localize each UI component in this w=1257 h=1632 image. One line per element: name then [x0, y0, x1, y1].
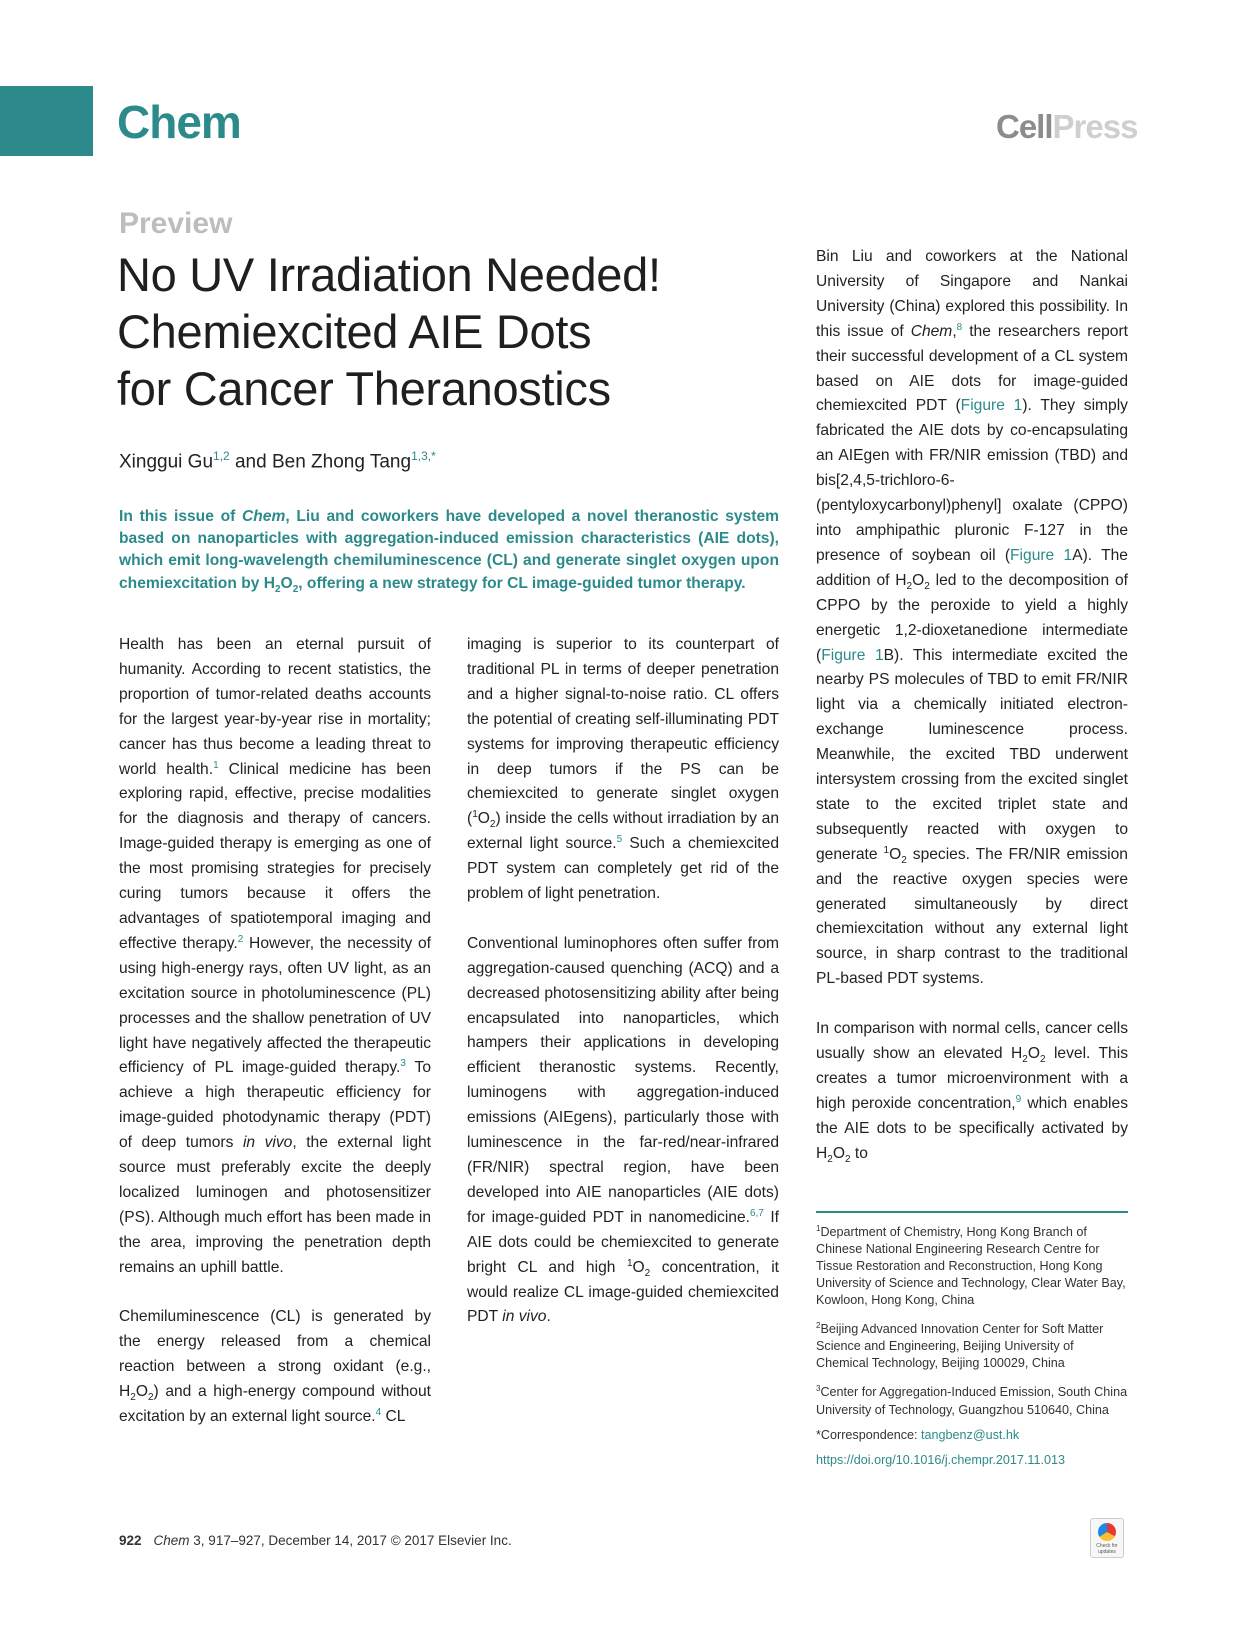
- body-text: However, the necessity of using high-energy rays, often UV light, as an excitation source in photoluminescence (PL) processes and the shallow penetration of UV light have negatively affected the therapeutic efficiency of PL image-guided therapy.: [119, 934, 431, 1077]
- abstract-text: O: [280, 574, 293, 592]
- affiliation-text: Department of Chemistry, Hong Kong Branch of Chinese National Engineering Research Centre for Tissue Restoration and Reconstruction, Hong Kong University of Science and Technology, Clear Water Bay, Kowloon, Hong Kong, China: [816, 1225, 1126, 1308]
- subscript: 2: [292, 583, 299, 595]
- subscript: 2: [644, 1267, 651, 1279]
- body-text: the researchers report their successful development of a CL system based on AIE dots for image-guided chemiexcited PDT (: [816, 322, 1128, 415]
- body-column-2: [467, 633, 779, 1355]
- body-text: CL: [381, 1408, 406, 1426]
- author-2-affiliation[interactable]: 1,3,*: [411, 449, 436, 463]
- body-text: level. This creates a tumor microenvironment with a high peroxide concentration,: [816, 1044, 1128, 1112]
- subscript: 2: [489, 819, 496, 831]
- author-conjunction: and: [234, 451, 267, 473]
- reference-link[interactable]: 1: [213, 759, 219, 771]
- abstract-text: , Liu and coworkers have developed a novel theranostic system based on nanoparticles with aggregation-induced emission characteristics (AIE dots), which emit long-wavelength chemiluminescence (CL) and generate singlet oxygen upon chemiexcitation by H: [119, 508, 779, 592]
- body-text: O: [1027, 1044, 1040, 1062]
- reference-link[interactable]: 8: [956, 321, 963, 333]
- body-text: O: [912, 571, 925, 589]
- abstract-text: , offering a new strategy for CL image-guided tumor therapy.: [298, 574, 746, 592]
- paragraph-intro: [119, 633, 431, 1281]
- body-text: O: [632, 1258, 645, 1276]
- body-text: Clinical medicine has been exploring rapid, effective, precise modalities for the diagnosis and therapy of cancers. Image-guided therapy is emerging as one of the most promising strategies for precisely curing tumors because it offers the advantages of spatiotemporal imaging and effective therapy.: [119, 760, 432, 952]
- body-text: ). They simply fabricated the AIE dots by co-encapsulating an AIEgen with FR/NIR emission (TBD) and bis[2,4,5-trichloro-6-(pentyloxycarbonyl)phenyl] oxalate (CPPO) into amphipathic pluronic F-127 in the presence of soybean oil (: [816, 397, 1128, 564]
- figure-link[interactable]: Figure 1: [1010, 546, 1073, 564]
- article-title: [117, 246, 757, 417]
- check-for-updates-label: Check for updates: [1096, 1543, 1118, 1555]
- body-text: inside the cells without irradiation by an external light source.: [467, 810, 779, 853]
- body-text: a chemiexcited PDT system can completely get rid of the problem of light penetration.: [467, 835, 779, 903]
- affiliation-text: Beijing Advanced Innovation Center for Soft Matter Science and Engineering, Beijing University of Chemical Technology, Beijing 100029, China: [816, 1322, 1104, 1371]
- body-text: ,: [952, 322, 957, 340]
- title-line-3: for Cancer Theranostics: [117, 362, 611, 415]
- italic-text: in vivo: [502, 1308, 547, 1326]
- journal-name: Chem: [910, 322, 953, 340]
- reference-link[interactable]: 9: [1015, 1093, 1022, 1105]
- affiliations: [816, 1220, 1128, 1477]
- body-text: which enables the AIE dots to be specifically activated by H: [816, 1094, 1128, 1162]
- affiliation-number: 3: [816, 1384, 821, 1394]
- body-text: If AIE dots could be chemiexcited to generate bright CL and high: [467, 1208, 779, 1276]
- affiliation-1: [816, 1220, 1128, 1309]
- title-line-2: Chemiexcited AIE Dots: [117, 305, 592, 358]
- publisher-logo: [996, 106, 1137, 148]
- body-text: concentration, it would realize CL image-guided chemiexcited PDT: [467, 1258, 779, 1326]
- correspondence-email-link[interactable]: tangbenz@ust.hk: [921, 1427, 1020, 1442]
- body-text: Conventional luminophores often suffer from aggregation-caused quenching (ACQ) and a decreased photosensitizing ability after being encapsulated into nanoparticles, which hampers their applications in developing efficient theranostic systems. Recently, luminogens with aggregation-induced emissions (AIEgens), particularly those with luminescence in the far-red/near-infrared (FR/NIR) spectral region, have been developed into AIE nanoparticles (AIE dots) for image-guided PDT in nanomedicine.: [467, 934, 779, 1226]
- paragraph-chemiluminescence: [119, 1305, 431, 1430]
- doi-link[interactable]: https://doi.org/10.1016/j.chempr.2017.11.013: [816, 1452, 1066, 1467]
- subscript: 2: [844, 1153, 851, 1165]
- publisher-logo-part1: Cell: [996, 108, 1053, 145]
- affiliation-number: 1: [816, 1224, 821, 1233]
- subscript: 2: [827, 1153, 833, 1165]
- italic-text: in vivo: [242, 1134, 293, 1152]
- subscript: 2: [274, 583, 281, 595]
- doi: [816, 1452, 1128, 1469]
- affiliation-3: [816, 1380, 1128, 1418]
- reference-link[interactable]: 2: [237, 933, 244, 945]
- body-text: A). The addition of H: [816, 546, 1128, 589]
- paragraph-comparison: [816, 1017, 1128, 1166]
- body-column-3: [816, 245, 1128, 1191]
- title-line-1: No UV Irradiation Needed!: [117, 248, 661, 301]
- body-text: species. The FR/NIR emission and the reactive oxygen species were generated simultaneously by direct chemiexcitation without any external light source, in sharp contrast to the traditional PL-based PDT systems.: [816, 845, 1128, 988]
- correspondence: [816, 1427, 1128, 1444]
- body-text: Bin Liu and coworkers at the National University of Singapore and Nankai University (China) explored this possibility. In this issue of: [816, 248, 1128, 340]
- footnote-divider: [816, 1211, 1128, 1213]
- body-text: led to the decomposition of CPPO by the peroxide to yield a highly energetic 1,2-dioxetanedione intermediate (: [816, 571, 1128, 664]
- subscript: 2: [1039, 1054, 1046, 1066]
- body-text: , the external light source must preferably excite the deeply localized luminogen and photosensitizer (PS). Although much effort has been made in the area, improving the penetration depth remains an uphill battle.: [119, 1134, 432, 1276]
- check-for-updates-icon: [1098, 1523, 1116, 1541]
- subscript: 2: [906, 580, 913, 592]
- body-text: .: [546, 1308, 551, 1326]
- header-accent-bar: [0, 86, 93, 156]
- body-text: In comparison with normal cells, cancer cells usually show an elevated H: [816, 1020, 1128, 1062]
- reference-link[interactable]: 4: [375, 1406, 382, 1418]
- author-list: [119, 443, 436, 475]
- footer-journal: Chem: [153, 1533, 190, 1548]
- body-text: To achieve a high therapeutic efficiency for image-guided photodynamic therapy (PDT) of deep tumors: [119, 1059, 431, 1152]
- abstract-text: In this issue of: [119, 508, 242, 525]
- check-for-updates-badge[interactable]: [1090, 1518, 1124, 1558]
- reference-link[interactable]: 6,7: [749, 1207, 764, 1219]
- affiliation-2: [816, 1317, 1128, 1372]
- abstract: [119, 506, 779, 601]
- body-text: Such: [622, 835, 665, 853]
- author-1-affiliation[interactable]: 1,2: [213, 449, 230, 463]
- superscript: 1: [883, 844, 890, 856]
- body-text: O: [832, 1144, 845, 1162]
- reference-link[interactable]: 5: [616, 834, 623, 846]
- subscript: 2: [924, 580, 930, 592]
- paragraph-liu-work: [816, 245, 1128, 992]
- body-text: B). This intermediate excited the nearby PS molecules of TBD to emit FR/NIR light via a chemically initiated electron-exchange luminescence process. Meanwhile, the excited TBD underwent intersystem crossing from the excited singlet state to the excited triplet state and subsequently reacted with oxygen to generate: [816, 646, 1128, 863]
- body-text: ): [495, 810, 501, 828]
- author-1: Xinggui Gu: [119, 451, 214, 473]
- superscript: 1: [626, 1257, 633, 1269]
- section-label: Preview: [119, 207, 233, 240]
- body-text: O: [889, 845, 902, 863]
- page-footer: [119, 1532, 512, 1550]
- paragraph-chemiluminescence: [467, 633, 779, 907]
- page-number: 922: [119, 1533, 142, 1548]
- figure-link[interactable]: Figure 1: [960, 397, 1023, 415]
- figure-link[interactable]: Figure 1: [821, 646, 884, 664]
- correspondence-label: *Correspondence:: [816, 1427, 922, 1442]
- body-text: Health has been an eternal pursuit of humanity. According to recent statistics, the proportion of tumor-related deaths accounts for the largest year-by-year rise in mortality; cancer has thus become a leading threat to world health.: [119, 636, 431, 778]
- body-text: ) and a high-energy compound without excitation by an external light source.: [119, 1383, 431, 1426]
- body-text: Chemiluminescence (CL) is generated by the energy released from a chemical reaction between a strong oxidant (e.g., H: [119, 1308, 431, 1401]
- footer-citation: 3, 917–927, December 14, 2017 © 2017 Elsevier Inc.: [189, 1533, 512, 1548]
- body-text: O: [477, 810, 490, 828]
- author-2: Ben Zhong Tang: [271, 451, 412, 473]
- body-text: O: [135, 1383, 148, 1401]
- subscript: 2: [901, 854, 907, 866]
- affiliation-text: Center for Aggregation-Induced Emission, South China University of Technology, Guangzhou 510640, China: [816, 1385, 1128, 1417]
- body-column-1: [119, 633, 431, 1455]
- reference-link[interactable]: 3: [400, 1058, 406, 1070]
- affiliation-number: 2: [816, 1321, 821, 1331]
- superscript: 1: [472, 809, 478, 821]
- journal-logo: Chem: [117, 96, 241, 148]
- paragraph-luminophores: [467, 932, 779, 1331]
- subscript: 2: [1022, 1054, 1028, 1066]
- body-text: imaging is superior to its counterpart of traditional PL in terms of deeper penetration and a higher signal-to-noise ratio. CL offers the potential of creating self-illuminating PDT systems for improving therapeutic efficiency in deep tumors if the PS can be chemiexcited to generate singlet oxygen (: [467, 636, 779, 828]
- abstract-journal-name: Chem: [242, 508, 286, 525]
- subscript: 2: [147, 1392, 154, 1404]
- publisher-logo-part2: Press: [1052, 108, 1138, 145]
- body-text: to: [850, 1144, 868, 1162]
- subscript: 2: [130, 1392, 136, 1404]
